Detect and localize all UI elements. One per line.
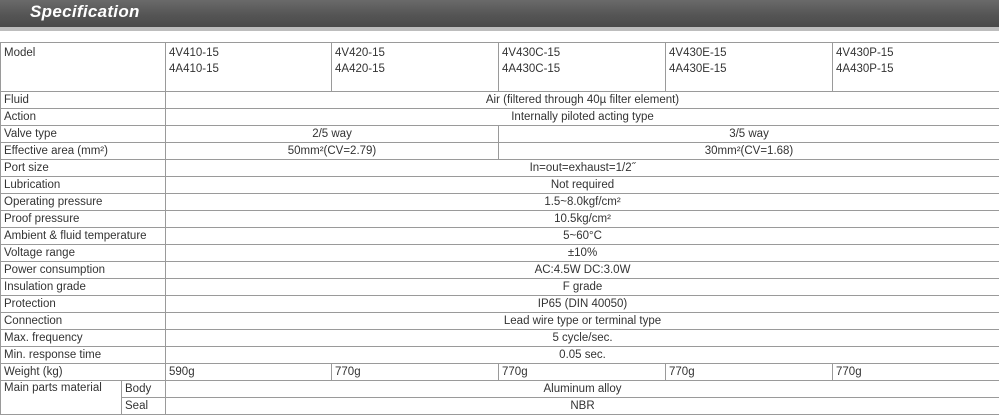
table-row bbox=[1, 228, 999, 245]
row-label: Fluid bbox=[1, 92, 166, 109]
spec-header-bar bbox=[0, 0, 999, 27]
table-row bbox=[1, 211, 999, 228]
row-value: IP65 (DIN 40050) bbox=[166, 296, 999, 313]
weight-cell: 770g bbox=[666, 364, 833, 381]
table-row bbox=[1, 160, 999, 177]
row-label: Valve type bbox=[1, 126, 166, 143]
table-row bbox=[1, 364, 999, 381]
table-row bbox=[1, 398, 999, 415]
model-cell: 4V420-15 4A420-15 bbox=[332, 43, 499, 92]
weight-cell: 770g bbox=[499, 364, 666, 381]
row-label: Min. response time bbox=[1, 347, 166, 364]
model-cell: 4V430E-15 4A430E-15 bbox=[666, 43, 833, 92]
table-row-model bbox=[1, 43, 999, 92]
row-value: 10.5kg/cm² bbox=[166, 211, 999, 228]
row-value: 5~60°C bbox=[166, 228, 999, 245]
row-value: Air (filtered through 40µ filter element) bbox=[166, 92, 999, 109]
row-value: 0.05 sec. bbox=[166, 347, 999, 364]
sub-label: Seal bbox=[122, 398, 166, 415]
row-label: Power consumption bbox=[1, 262, 166, 279]
row-label: Protection bbox=[1, 296, 166, 313]
row-value: ±10% bbox=[166, 245, 999, 262]
row-value: Internally piloted acting type bbox=[166, 109, 999, 126]
weight-cell: 590g bbox=[166, 364, 332, 381]
table-row bbox=[1, 279, 999, 296]
table-row bbox=[1, 126, 999, 143]
row-label: Lubrication bbox=[1, 177, 166, 194]
row-label: Proof pressure bbox=[1, 211, 166, 228]
weight-cell: 770g bbox=[833, 364, 999, 381]
page-title: Specification bbox=[30, 2, 140, 21]
row-label: Effective area (mm²) bbox=[1, 143, 166, 160]
table-row bbox=[1, 194, 999, 211]
table-row bbox=[1, 296, 999, 313]
table-row bbox=[1, 109, 999, 126]
table-row bbox=[1, 177, 999, 194]
spec-table bbox=[0, 42, 999, 415]
row-value: 30mm²(CV=1.68) bbox=[499, 143, 999, 160]
row-label: Model bbox=[1, 43, 166, 92]
row-value: AC:4.5W DC:3.0W bbox=[166, 262, 999, 279]
row-value: F grade bbox=[166, 279, 999, 296]
model-cell: 4V430C-15 4A430C-15 bbox=[499, 43, 666, 92]
row-label: Max. frequency bbox=[1, 330, 166, 347]
row-label: Weight (kg) bbox=[1, 364, 166, 381]
row-value: Lead wire type or terminal type bbox=[166, 313, 999, 330]
row-label: Connection bbox=[1, 313, 166, 330]
row-value: 5 cycle/sec. bbox=[166, 330, 999, 347]
model-cell: 4V410-15 4A410-15 bbox=[166, 43, 332, 92]
header-divider bbox=[0, 27, 999, 31]
table-row bbox=[1, 313, 999, 330]
row-value: 1.5~8.0kgf/cm² bbox=[166, 194, 999, 211]
row-value: NBR bbox=[166, 398, 999, 415]
row-label: Main parts material bbox=[1, 381, 122, 415]
row-label: Voltage range bbox=[1, 245, 166, 262]
table-row bbox=[1, 92, 999, 109]
row-label: Ambient & fluid temperature bbox=[1, 228, 166, 245]
row-label: Action bbox=[1, 109, 166, 126]
table-row bbox=[1, 347, 999, 364]
row-label: Port size bbox=[1, 160, 166, 177]
row-label: Insulation grade bbox=[1, 279, 166, 296]
weight-cell: 770g bbox=[332, 364, 499, 381]
table-row bbox=[1, 381, 999, 398]
row-label: Operating pressure bbox=[1, 194, 166, 211]
table-row bbox=[1, 330, 999, 347]
table-row bbox=[1, 262, 999, 279]
row-value: 3/5 way bbox=[499, 126, 999, 143]
row-value: In=out=exhaust=1/2˝ bbox=[166, 160, 999, 177]
table-row bbox=[1, 245, 999, 262]
row-value: Not required bbox=[166, 177, 999, 194]
model-cell: 4V430P-15 4A430P-15 bbox=[833, 43, 999, 92]
row-value: 50mm²(CV=2.79) bbox=[166, 143, 499, 160]
table-row bbox=[1, 143, 999, 160]
sub-label: Body bbox=[122, 381, 166, 398]
row-value: 2/5 way bbox=[166, 126, 499, 143]
row-value: Aluminum alloy bbox=[166, 381, 999, 398]
